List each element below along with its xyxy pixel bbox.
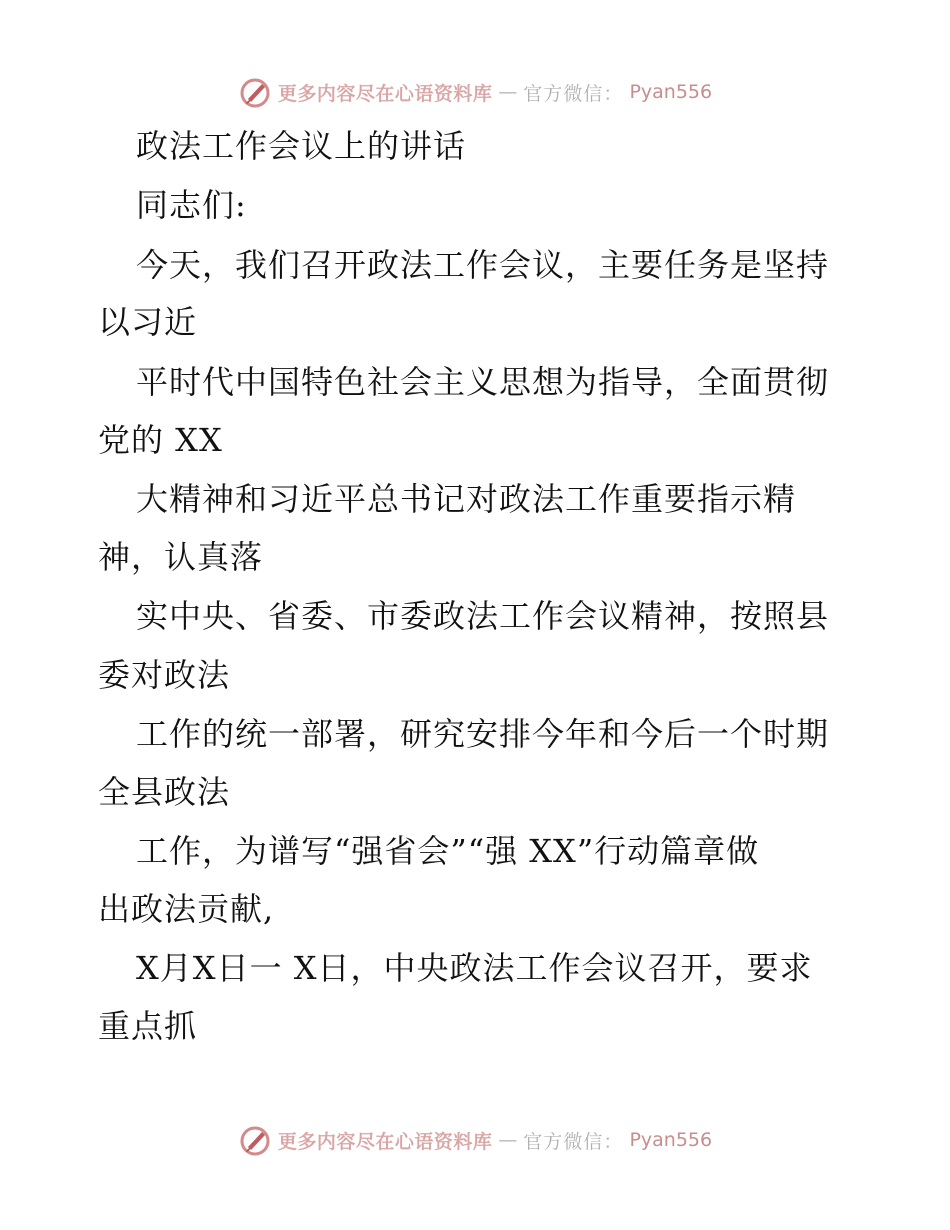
watermark-dash: — xyxy=(498,81,518,103)
watermark-wechat-id: Pyan556 xyxy=(629,81,713,103)
text-line: 全县政法 xyxy=(98,773,231,811)
watermark-text: 更多内容尽在心语资料库 xyxy=(277,82,493,105)
text-line: 大精神和习近平总书记对政法工作重要指示精 xyxy=(136,480,797,518)
brush-logo-icon xyxy=(238,75,272,109)
watermark-wechat-id: Pyan556 xyxy=(629,1129,713,1151)
document-title: 政法工作会议上的讲话 xyxy=(136,127,467,165)
text-line: 重点抓 xyxy=(98,1007,198,1045)
text-line: 今天，我们召开政法工作会议，主要任务是坚持 xyxy=(136,246,830,284)
text-line: 实中央、省委、市委政法工作会议精神，按照县 xyxy=(136,597,830,635)
footer-watermark xyxy=(0,1120,950,1160)
text-line: 委对政法 xyxy=(98,656,231,694)
text-line: 党的 XX xyxy=(98,421,223,459)
watermark-text: 更多内容尽在心语资料库 xyxy=(277,1130,493,1153)
watermark-wechat-label: 官方微信： xyxy=(523,82,624,105)
header-watermark xyxy=(0,72,950,112)
watermark-wechat-label: 官方微信： xyxy=(523,1130,624,1153)
text-line: 出政法贡献, xyxy=(98,890,275,928)
text-line: 工作，为谱写“强省会”“强 XX”行动篇章做 xyxy=(136,832,760,870)
text-line: 以习近 xyxy=(98,303,198,341)
text-line: X月X日一 X日，中央政法工作会议召开，要求 xyxy=(136,949,813,987)
text-line: 神，认真落 xyxy=(98,538,264,576)
text-line: 平时代中国特色社会主义思想为指导，全面贯彻 xyxy=(136,363,830,401)
brush-logo-icon xyxy=(238,1123,272,1157)
salutation: 同志们: xyxy=(136,186,247,224)
text-line: 工作的统一部署，研究安排今年和今后一个时期 xyxy=(136,715,830,753)
watermark-dash: — xyxy=(498,1129,518,1151)
